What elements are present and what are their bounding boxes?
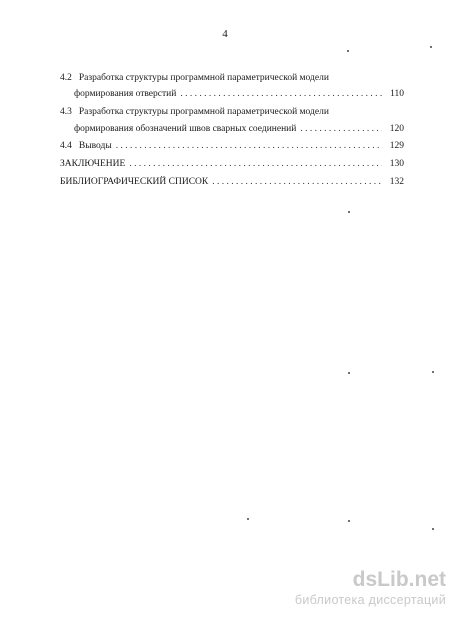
toc-entry-title: ЗАКЛЮЧЕНИЕ xyxy=(60,159,126,169)
scan-speck xyxy=(348,372,350,374)
scan-speck xyxy=(432,371,434,373)
toc-entry-4-3-continuation xyxy=(74,123,404,135)
scan-speck xyxy=(348,211,350,213)
toc-entry-page: 130 xyxy=(389,159,404,169)
watermark-caption: библиотека диссертаций xyxy=(294,593,446,607)
toc-entry-number: 4.3 xyxy=(60,107,72,117)
toc-entry-4-4 xyxy=(60,140,404,152)
toc-entry-conclusion xyxy=(60,158,404,170)
toc-entry-4-3-heading xyxy=(60,106,329,118)
toc-entry-bibliography xyxy=(60,176,404,188)
dot-leader xyxy=(129,158,382,170)
toc-entry-4-2-heading xyxy=(60,72,329,84)
dot-leader xyxy=(300,123,382,135)
toc-entry-title: Выводы xyxy=(78,141,112,151)
toc-entry-page: 120 xyxy=(389,124,404,134)
scan-speck xyxy=(432,528,434,530)
toc-entry-page: 132 xyxy=(389,177,404,187)
watermark-logo: dsLib.net xyxy=(352,568,446,591)
toc-entry-title-continuation: формирования отверстий xyxy=(74,89,177,99)
dot-leader xyxy=(212,176,382,188)
toc-entry-4-2-continuation xyxy=(74,88,404,100)
page-number: 4 xyxy=(222,28,228,40)
dot-leader xyxy=(116,140,382,152)
toc-entry-title: БИБЛИОГРАФИЧЕСКИЙ СПИСОК xyxy=(60,177,209,187)
scan-speck xyxy=(430,46,432,48)
toc-entry-number: 4.2 xyxy=(60,73,72,83)
scan-speck xyxy=(247,518,249,520)
dslib-watermark xyxy=(268,568,446,608)
toc-entry-page: 110 xyxy=(390,89,404,99)
scan-speck xyxy=(348,520,350,522)
toc-entry-title-continuation: формирования обозначений швов сварных соединений xyxy=(74,124,297,134)
toc-entry-title: Разработка структуры программной параметрической модели xyxy=(78,107,329,117)
dot-leader xyxy=(180,88,382,100)
scan-speck xyxy=(347,50,349,52)
toc-entry-number: 4.4 xyxy=(60,141,72,151)
toc-entry-page: 129 xyxy=(389,141,404,151)
toc-entry-title: Разработка структуры программной параметрической модели xyxy=(78,73,329,83)
